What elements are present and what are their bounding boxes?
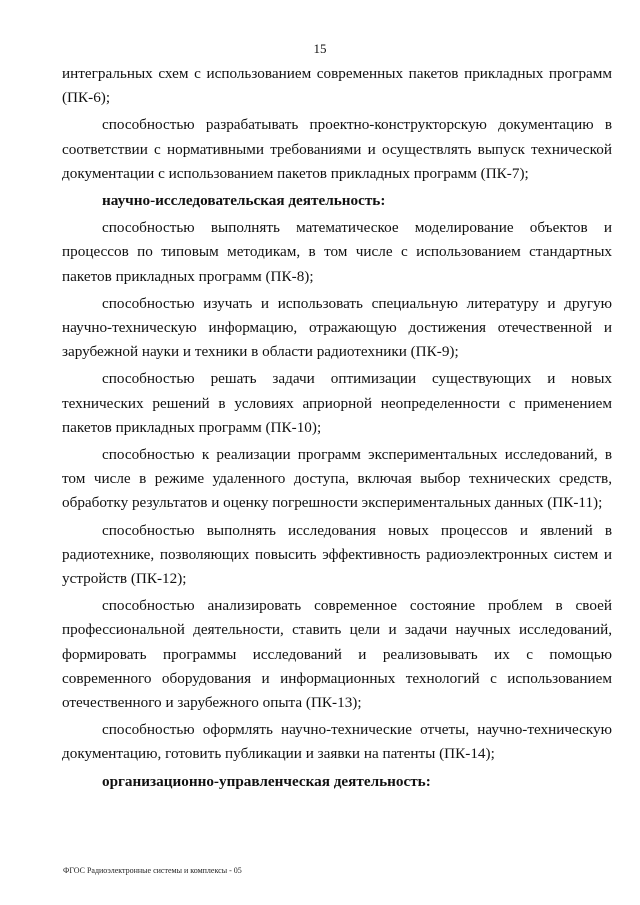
paragraph-pk12: способностью выполнять исследования новых процессов и явлений в радиотехнике, позволяющих повысить эффективность радиоэлектронных систем и устройств (ПК-12); — [62, 521, 612, 588]
paragraph-pk13: способностью анализировать современное состояние проблем в своей профессиональной деятельности, ставить цели и задачи научных исследований, формировать программы исследований и реализовывать их с помощью современного оборудования и информационных технологий с использованием отечественного и зарубежного опыта (ПК-13); — [62, 597, 612, 712]
paragraph-pk6-continuation: интегральных схем с использованием современных пакетов прикладных программ (ПК-6); — [62, 65, 612, 107]
paragraph-pk9: способностью изучать и использовать специальную литературу и другую научно-техническую информацию, отражающую достижения отечественной и зарубежной науки и техники в области радиотехники (ПК-9); — [62, 294, 612, 361]
paragraph-pk10: способностью решать задачи оптимизации существующих и новых технических решений в условиях априорной неопределенности с применением пакетов прикладных программ (ПК-10); — [62, 370, 612, 436]
paragraph-pk8: способностью выполнять математическое моделирование объектов и процессов по типовым методикам, в том числе с использованием стандартных пакетов прикладных программ (ПК-8); — [62, 219, 612, 285]
paragraph-pk7: способностью разрабатывать проектно-конструкторскую документацию в соответствии с нормативными требованиями и осуществлять выпуск технической документации с использованием пакетов прикладных программ (ПК-7); — [62, 116, 612, 182]
section-heading-management: организационно-управленческая деятельность: — [102, 772, 431, 790]
section-heading-research: научно-исследовательская деятельность: — [102, 192, 386, 210]
document-body — [62, 62, 612, 797]
paragraph-pk14: способностью оформлять научно-технические отчеты, научно-техническую документацию, готовить публикации и заявки на патенты (ПК-14); — [62, 721, 612, 763]
page-number: 15 — [313, 41, 327, 56]
document-footer: ФГОС Радиоэлектронные системы и комплексы - 05 — [63, 866, 242, 875]
paragraph-pk11: способностью к реализации программ экспериментальных исследований, в том числе в режиме удаленного доступа, включая выбор технических средств, обработку результатов и оценку погрешности экспериментальных данных (ПК-11); — [62, 446, 612, 512]
